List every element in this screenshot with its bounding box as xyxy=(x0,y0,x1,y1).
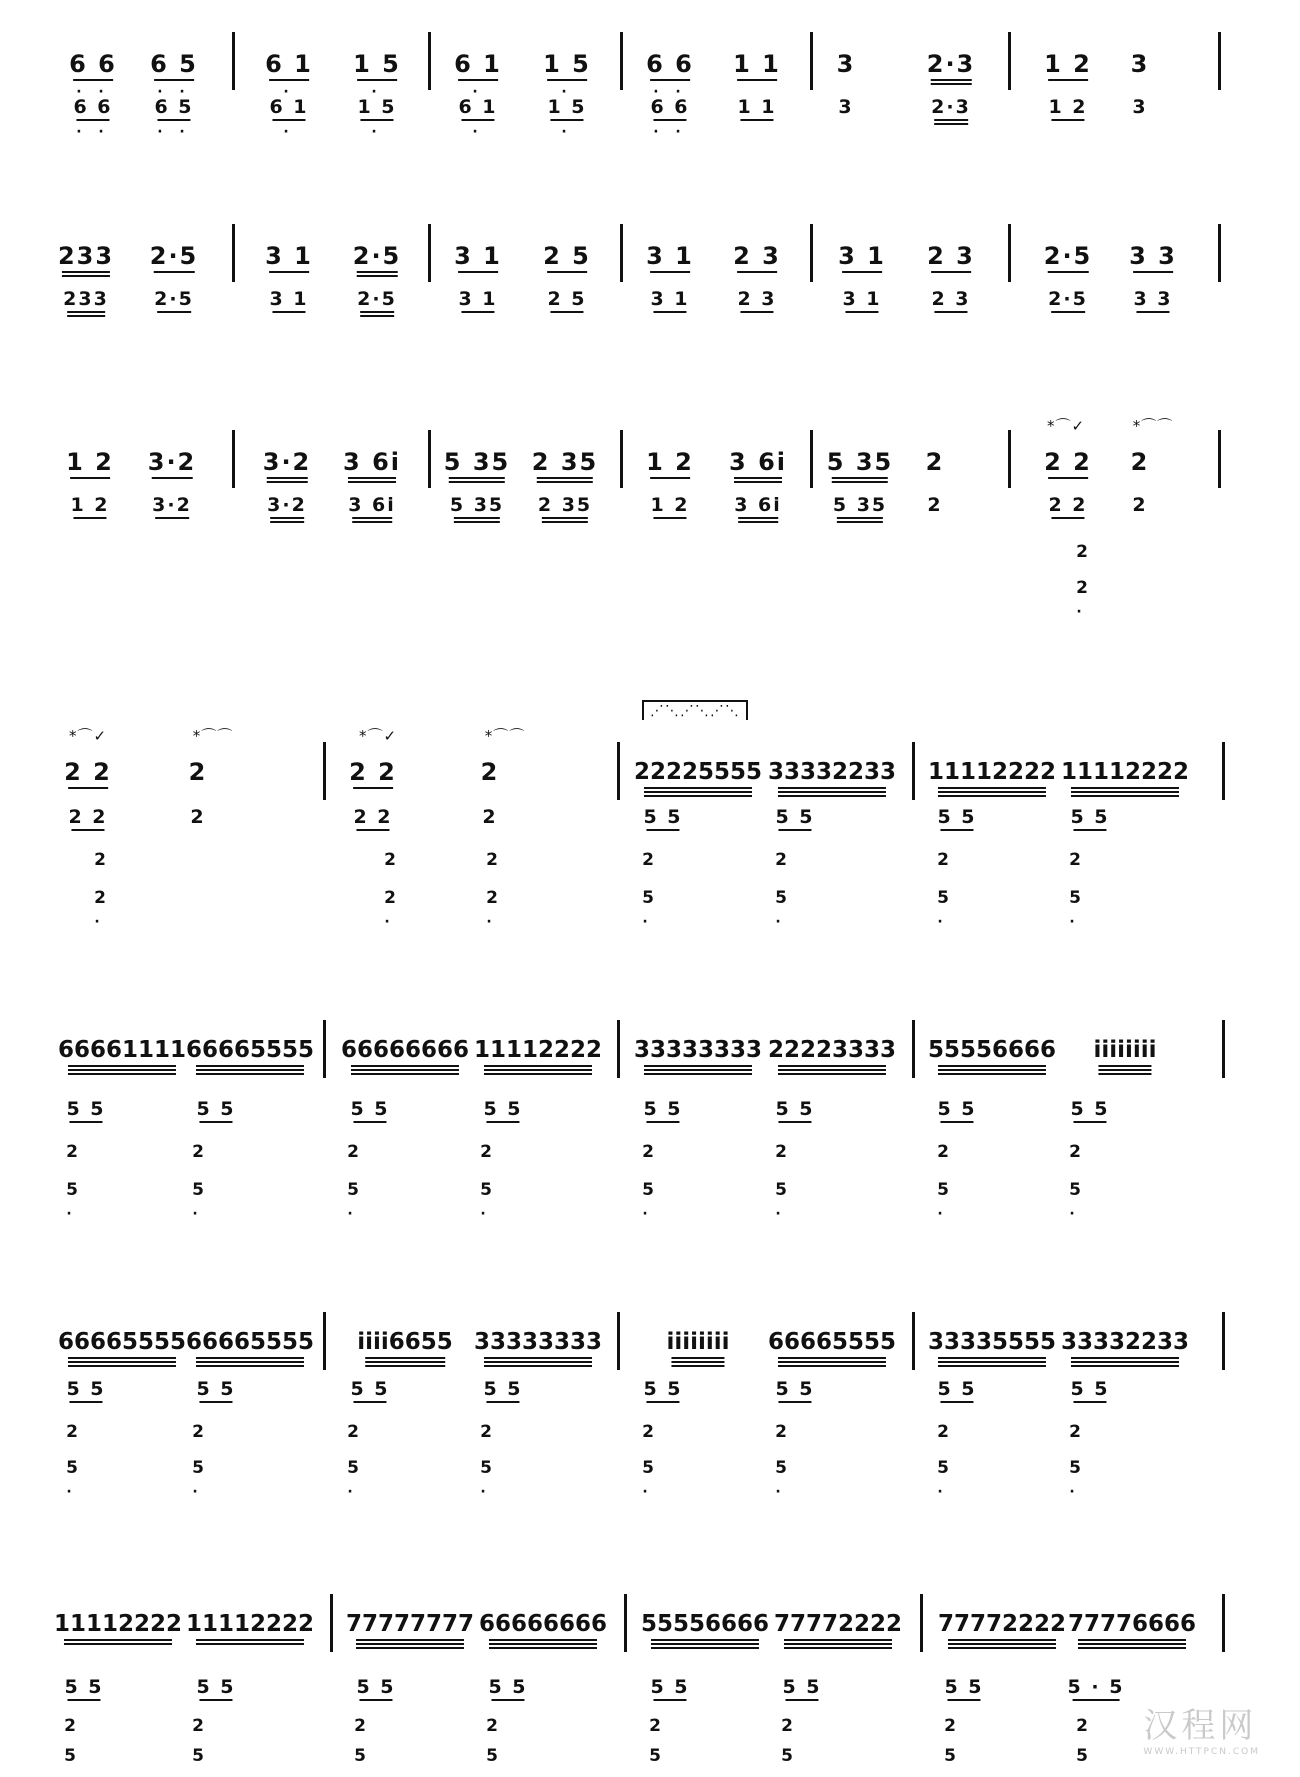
note: 2 · xyxy=(384,888,396,930)
barline xyxy=(428,430,431,488)
note: 5 35 xyxy=(827,448,893,476)
barline xyxy=(1222,1594,1225,1652)
note: 1 2 xyxy=(1048,96,1087,118)
note: 3 1 xyxy=(646,242,694,270)
note: 1 5 · xyxy=(547,96,587,140)
note: 22223333 xyxy=(768,1036,896,1064)
note: 2 xyxy=(480,1422,492,1442)
note: 5 5 xyxy=(937,1098,976,1120)
note: 2 xyxy=(94,850,106,870)
note: 2 xyxy=(642,850,654,870)
barline xyxy=(912,742,915,800)
note: 77772222 xyxy=(938,1610,1066,1638)
ornament-mark: *⌒⌒ xyxy=(192,727,234,745)
note: 2 xyxy=(927,494,943,516)
note: 5 · xyxy=(937,888,949,930)
note: 2 xyxy=(937,1422,949,1442)
note: 2 xyxy=(642,1422,654,1442)
note: 5 5 xyxy=(66,1378,105,1400)
barline xyxy=(1218,224,1221,282)
note: 5 5 xyxy=(775,1098,814,1120)
note: 2 xyxy=(775,1142,787,1162)
note: 6 6 · · xyxy=(69,50,117,100)
barline xyxy=(620,430,623,488)
note: 2 xyxy=(1069,850,1081,870)
note: 5 5 xyxy=(196,1676,235,1698)
note: 5 · xyxy=(66,1180,78,1222)
barline xyxy=(912,1312,915,1370)
barline xyxy=(617,742,620,800)
note: 66661111 xyxy=(58,1036,186,1064)
note: 22225555 xyxy=(634,758,762,786)
note: 2·5 xyxy=(154,288,194,310)
barline xyxy=(617,1020,620,1078)
barline xyxy=(1008,224,1011,282)
barline xyxy=(620,32,623,90)
barline xyxy=(810,32,813,90)
note: 33335555 xyxy=(928,1328,1056,1356)
note: 5 35 xyxy=(833,494,887,516)
note: 2 xyxy=(192,1422,204,1442)
watermark-site: WWW.HTTPCN.COM xyxy=(1143,1747,1260,1757)
note: 1 5 · xyxy=(357,96,397,140)
note: 11112222 xyxy=(54,1610,182,1638)
note: 5 5 xyxy=(196,1098,235,1120)
note: 2·3 xyxy=(931,96,971,118)
note: 55556666 xyxy=(641,1610,769,1638)
barline xyxy=(617,1312,620,1370)
note: 6 1 · xyxy=(458,96,498,140)
barline xyxy=(1008,32,1011,90)
note: 5 · xyxy=(1069,1180,1081,1222)
note: 3 6i xyxy=(343,448,401,476)
note: 3·2 xyxy=(263,448,312,476)
note: 3 3 xyxy=(1133,288,1172,310)
note: 3 1 xyxy=(265,242,313,270)
note: iiii6655 xyxy=(357,1328,453,1356)
note: 2 xyxy=(1069,1142,1081,1162)
note: 2 xyxy=(190,806,206,828)
note: 3 1 xyxy=(269,288,308,310)
note: 77776666 xyxy=(1068,1610,1196,1638)
barline xyxy=(323,742,326,800)
note: 5 · xyxy=(775,1458,787,1500)
note: 33333333 xyxy=(634,1036,762,1064)
note: 5 xyxy=(781,1746,793,1766)
watermark-logo xyxy=(1143,1698,1260,1757)
note: iiiiiiii xyxy=(666,1328,729,1356)
note: 5 5 xyxy=(483,1098,522,1120)
note: 5 5 xyxy=(196,1378,235,1400)
note: 5 · xyxy=(480,1458,492,1500)
note: 1 2 xyxy=(1044,50,1092,78)
note: 66665555 xyxy=(186,1036,314,1064)
barline xyxy=(323,1020,326,1078)
barline xyxy=(1218,32,1221,90)
note: 3 1 xyxy=(842,288,881,310)
note: 3 1 xyxy=(454,242,502,270)
note: 2 xyxy=(66,1422,78,1442)
note: 2 3 xyxy=(733,242,781,270)
note: 2·5 xyxy=(357,288,397,310)
note: 5 5 xyxy=(937,1378,976,1400)
barline xyxy=(810,430,813,488)
note: 5 xyxy=(192,1746,204,1766)
note: 66665555 xyxy=(58,1328,186,1356)
note: 5 xyxy=(1076,1746,1088,1766)
barline xyxy=(620,224,623,282)
note: 5 5 xyxy=(483,1378,522,1400)
note: 5 5 xyxy=(488,1676,527,1698)
note: 2 · xyxy=(486,888,498,930)
note: 2 xyxy=(1130,448,1150,476)
note: 5 5 xyxy=(66,1098,105,1120)
barline xyxy=(912,1020,915,1078)
note: 2 xyxy=(486,850,498,870)
note: 3·2 xyxy=(148,448,197,476)
note: 11112222 xyxy=(474,1036,602,1064)
note: 2 5 xyxy=(547,288,586,310)
note: 5 xyxy=(64,1746,76,1766)
barline xyxy=(1218,430,1221,488)
watermark-brand: 汉程网 xyxy=(1143,1706,1258,1746)
note: 2 xyxy=(642,1142,654,1162)
note: 5 · xyxy=(937,1180,949,1222)
note: 2 xyxy=(482,806,498,828)
note: 3 xyxy=(838,96,854,118)
barline xyxy=(323,1312,326,1370)
note: iiiiiiii xyxy=(1093,1036,1156,1064)
note: 2 xyxy=(354,1716,366,1736)
barline xyxy=(330,1594,333,1652)
note: 2 xyxy=(347,1422,359,1442)
note: 1 5 · xyxy=(543,50,591,100)
note: 2·5 xyxy=(1044,242,1093,270)
ornament-mark: *⌒⌒ xyxy=(484,727,526,745)
barline xyxy=(232,430,235,488)
note: 3 xyxy=(1132,96,1148,118)
note: 3 6i xyxy=(734,494,782,516)
note: 2 xyxy=(1132,494,1148,516)
note: 2 xyxy=(925,448,945,476)
note: 3 1 xyxy=(650,288,689,310)
note: 33332233 xyxy=(768,758,896,786)
barline xyxy=(232,32,235,90)
note: 2 35 xyxy=(538,494,592,516)
note: 2 2 xyxy=(1048,494,1087,516)
ornament-mark: *⌒✓ xyxy=(358,727,398,745)
barline xyxy=(428,32,431,90)
note: 6 5 · · xyxy=(150,50,198,100)
note: 5 xyxy=(649,1746,661,1766)
note: 55556666 xyxy=(928,1036,1056,1064)
note: 5 35 xyxy=(444,448,510,476)
note: 1 2 xyxy=(70,494,109,516)
note: 5 · xyxy=(1069,1458,1081,1500)
note: 5 xyxy=(354,1746,366,1766)
note: 1 2 xyxy=(66,448,114,476)
ornament-mark: *⌒⌒ xyxy=(1132,417,1174,435)
note: 2 35 xyxy=(532,448,598,476)
note: 2 xyxy=(1069,1422,1081,1442)
note: 2 xyxy=(775,1422,787,1442)
note: 2 xyxy=(66,1142,78,1162)
note: 2 2 xyxy=(64,758,112,786)
barline xyxy=(624,1594,627,1652)
barline xyxy=(1222,742,1225,800)
note: 33332233 xyxy=(1061,1328,1189,1356)
note: 2·5 xyxy=(353,242,402,270)
note: 3·2 xyxy=(152,494,192,516)
note: 2 xyxy=(192,1142,204,1162)
note: 5 5 xyxy=(1070,1378,1109,1400)
note: 5 · xyxy=(1069,888,1081,930)
note: 5 5 xyxy=(64,1676,103,1698)
note: 2 xyxy=(1076,542,1088,562)
note: 2·3 xyxy=(927,50,976,78)
barline xyxy=(810,224,813,282)
note: 5 xyxy=(486,1746,498,1766)
note: 5 5 xyxy=(350,1378,389,1400)
note: 2 2 xyxy=(1044,448,1092,476)
note: 5 5 xyxy=(937,806,976,828)
note: 11112222 xyxy=(928,758,1056,786)
note: 5 5 xyxy=(782,1676,821,1698)
note: 66665555 xyxy=(186,1328,314,1356)
barline xyxy=(920,1594,923,1652)
note: 5 · xyxy=(192,1180,204,1222)
note: 1 1 xyxy=(737,96,776,118)
note: 5 · 5 xyxy=(1068,1676,1125,1698)
note: 1 2 xyxy=(646,448,694,476)
note: 2 xyxy=(781,1716,793,1736)
ornament-mark: *⌒✓ xyxy=(1046,417,1086,435)
note: 5 · xyxy=(775,888,787,930)
note: 6 6 · · xyxy=(73,96,113,140)
note: 2 xyxy=(188,758,208,786)
note: 2·5 xyxy=(150,242,199,270)
note: 2 xyxy=(937,1142,949,1162)
note: 3 6i xyxy=(729,448,787,476)
note: 3 1 xyxy=(838,242,886,270)
note: 3 1 xyxy=(458,288,497,310)
note: 2 xyxy=(1076,1716,1088,1736)
note: 2 xyxy=(649,1716,661,1736)
note: 3 6i xyxy=(348,494,396,516)
note: 2 xyxy=(944,1716,956,1736)
note: 5 5 xyxy=(356,1676,395,1698)
note: 5 · xyxy=(642,888,654,930)
note: 66666666 xyxy=(479,1610,607,1638)
note: 6 1 · xyxy=(265,50,313,100)
note: 5 · xyxy=(480,1180,492,1222)
note: 5 · xyxy=(642,1180,654,1222)
note: 5 · xyxy=(66,1458,78,1500)
barline xyxy=(428,224,431,282)
note: 2 xyxy=(384,850,396,870)
note: 5 5 xyxy=(643,806,682,828)
ornament-mark: *⌒✓ xyxy=(68,727,108,745)
note: 2 xyxy=(486,1716,498,1736)
barline xyxy=(1008,430,1011,488)
note: 2·5 xyxy=(1048,288,1088,310)
note: 5 5 xyxy=(643,1378,682,1400)
note: 2 2 xyxy=(68,806,107,828)
note: 33333333 xyxy=(474,1328,602,1356)
note: 2 5 xyxy=(543,242,591,270)
note: 6 5 · · xyxy=(154,96,194,140)
note: 2 xyxy=(192,1716,204,1736)
note: 77772222 xyxy=(774,1610,902,1638)
note: 6 6 · · xyxy=(650,96,690,140)
note: 5 xyxy=(944,1746,956,1766)
note: 2 xyxy=(937,850,949,870)
note: 5 · xyxy=(347,1180,359,1222)
note: 3 xyxy=(836,50,856,78)
note: 233 xyxy=(58,242,114,270)
note: 5 5 xyxy=(1070,806,1109,828)
note: 5 35 xyxy=(450,494,504,516)
note: 5 5 xyxy=(775,806,814,828)
note: 77777777 xyxy=(346,1610,474,1638)
note: 2 xyxy=(480,758,500,786)
note: 2 2 xyxy=(353,806,392,828)
note: 66665555 xyxy=(768,1328,896,1356)
note: 66666666 xyxy=(341,1036,469,1064)
note: 5 · xyxy=(642,1458,654,1500)
note: 5 5 xyxy=(350,1098,389,1120)
note: 5 5 xyxy=(650,1676,689,1698)
note: 5 · xyxy=(937,1458,949,1500)
note: 5 5 xyxy=(1070,1098,1109,1120)
note: 5 · xyxy=(347,1458,359,1500)
note: 2 · xyxy=(94,888,106,930)
note: 5 5 xyxy=(944,1676,983,1698)
barline xyxy=(232,224,235,282)
note: 2 3 xyxy=(927,242,975,270)
note: 5 · xyxy=(775,1180,787,1222)
note: 2 · xyxy=(1076,578,1088,620)
note: 11112222 xyxy=(186,1610,314,1638)
note: 1 1 xyxy=(733,50,781,78)
note: 1 5 · xyxy=(353,50,401,100)
note: 2 3 xyxy=(931,288,970,310)
note: 3 xyxy=(1130,50,1150,78)
note: 2 2 xyxy=(349,758,397,786)
note: 6 1 · xyxy=(454,50,502,100)
note: 2 3 xyxy=(737,288,776,310)
note: 6 6 · · xyxy=(646,50,694,100)
barline xyxy=(1222,1020,1225,1078)
barline xyxy=(1222,1312,1225,1370)
note: 3 3 xyxy=(1129,242,1177,270)
note: 6 1 · xyxy=(269,96,309,140)
note: 5 5 xyxy=(643,1098,682,1120)
note: 5 5 xyxy=(775,1378,814,1400)
note: 3·2 xyxy=(267,494,307,516)
note: 2 xyxy=(480,1142,492,1162)
note: 11112222 xyxy=(1061,758,1189,786)
note: 5 · xyxy=(192,1458,204,1500)
note: 2 xyxy=(64,1716,76,1736)
note: 1 2 xyxy=(650,494,689,516)
note: 2 xyxy=(347,1142,359,1162)
tremolo-bracket: ⋰⋱⋰⋱⋰⋱ xyxy=(642,700,748,720)
note: 233 xyxy=(63,288,109,310)
note: 2 xyxy=(775,850,787,870)
